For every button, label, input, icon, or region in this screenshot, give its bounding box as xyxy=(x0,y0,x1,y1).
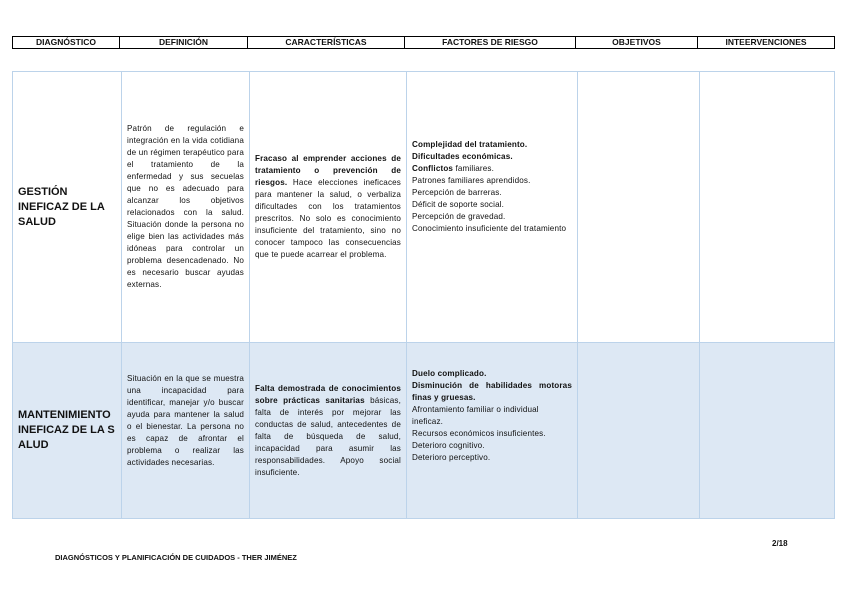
risk-factor: Recursos económicos insuficientes. xyxy=(412,428,546,438)
definition-cell: Situación en la que se muestra una incapacidad para identificar, manejar y/o buscar ayuda para mantener la salud o el bienestar. La persona no es capaz de afrontar el problema o realizar las actividades necesarias. xyxy=(122,343,250,519)
diagnosis-name: MANTENIMIENTO INEFICAZ DE LA SALUD xyxy=(13,343,122,519)
risk-factor: Patrones familiares aprendidos. xyxy=(412,176,531,185)
header-definicion: DEFINICIÓN xyxy=(120,37,248,49)
characteristics-bold: Fracaso al emprender acciones de tratamiento o prevención de riesgos. xyxy=(255,154,401,187)
risk-factor: Afrontamiento familiar o individual ineficaz. xyxy=(412,404,539,426)
header-intervenciones: INTEERVENCIONES xyxy=(698,37,835,49)
risk-factor: Conflictos familiares. xyxy=(412,164,495,173)
risk-factor: Déficit de soporte social. xyxy=(412,200,505,209)
document-footer: DIAGNÓSTICOS Y PLANIFICACIÓN DE CUIDADOS - THER JIMÉNEZ xyxy=(55,553,297,562)
risk-factor: Percepción de barreras. xyxy=(412,188,502,197)
risk-factor: Conocimiento insuficiente del tratamiento xyxy=(412,224,567,233)
definition-cell: Patrón de regulación e integración en la vida cotidiana de un régimen terapéutico para el tratamiento de la enfermedad y sus secuelas que no es adecuado para alcanzar los objetivos relacionados con la salud. Situación donde la persona no elige bien las actividades más idóneas para controlar un problema desencadenado. No es necesario buscar ayudas externas. xyxy=(122,72,250,343)
characteristics-cell xyxy=(250,72,407,343)
risk-factor: Dificultades económicas. xyxy=(412,152,513,161)
interventions-cell xyxy=(700,72,835,343)
header-caracteristicas: CARACTERÍSTICAS xyxy=(248,37,405,49)
header-factores: FACTORES DE RIESGO xyxy=(405,37,576,49)
characteristics-text: básicas, falta de interés por mejorar las conductas de salud, antecedentes de falta de búsqueda de salud, incapacidad para asumir las responsabilidades. Apoyo social insuficiente. xyxy=(255,395,401,477)
characteristics-cell xyxy=(250,343,407,519)
characteristics-text: Hace elecciones ineficaces para mantener la salud, o verbaliza dificultades con los tratamientos prescritos. No solo es conocimiento insuficiente del tratamiento, sino no conocer tampoco las consecuencias que te puede acarrear el problema. xyxy=(255,178,401,259)
header-diagnostico: DIAGNÓSTICO xyxy=(13,37,120,49)
risk-factors-cell xyxy=(407,343,578,519)
risk-factor: Duelo complicado. xyxy=(412,368,487,378)
risk-factor: Percepción de gravedad. xyxy=(412,212,506,221)
characteristics-bold: Falta demostrada de conocimientos sobre prácticas sanitarias xyxy=(255,383,401,405)
risk-factor: Deterioro cognitivo. xyxy=(412,440,485,450)
header-objetivos: OBJETIVOS xyxy=(576,37,698,49)
risk-factor: Disminución de habilidades motoras finas y gruesas. xyxy=(412,380,572,402)
table-row xyxy=(13,72,835,343)
header-row xyxy=(13,37,835,49)
interventions-cell xyxy=(700,343,835,519)
risk-factor: Deterioro perceptivo. xyxy=(412,452,491,462)
diagnosis-table xyxy=(12,71,835,519)
objectives-cell xyxy=(578,72,700,343)
risk-factor: Complejidad del tratamiento. xyxy=(412,140,528,149)
risk-factors-cell xyxy=(407,72,578,343)
table-row xyxy=(13,343,835,519)
diagnosis-name: GESTIÓN INEFICAZ DE LA SALUD xyxy=(13,72,122,343)
objectives-cell xyxy=(578,343,700,519)
header-table xyxy=(12,36,835,49)
page-number: 2/18 xyxy=(772,539,788,548)
